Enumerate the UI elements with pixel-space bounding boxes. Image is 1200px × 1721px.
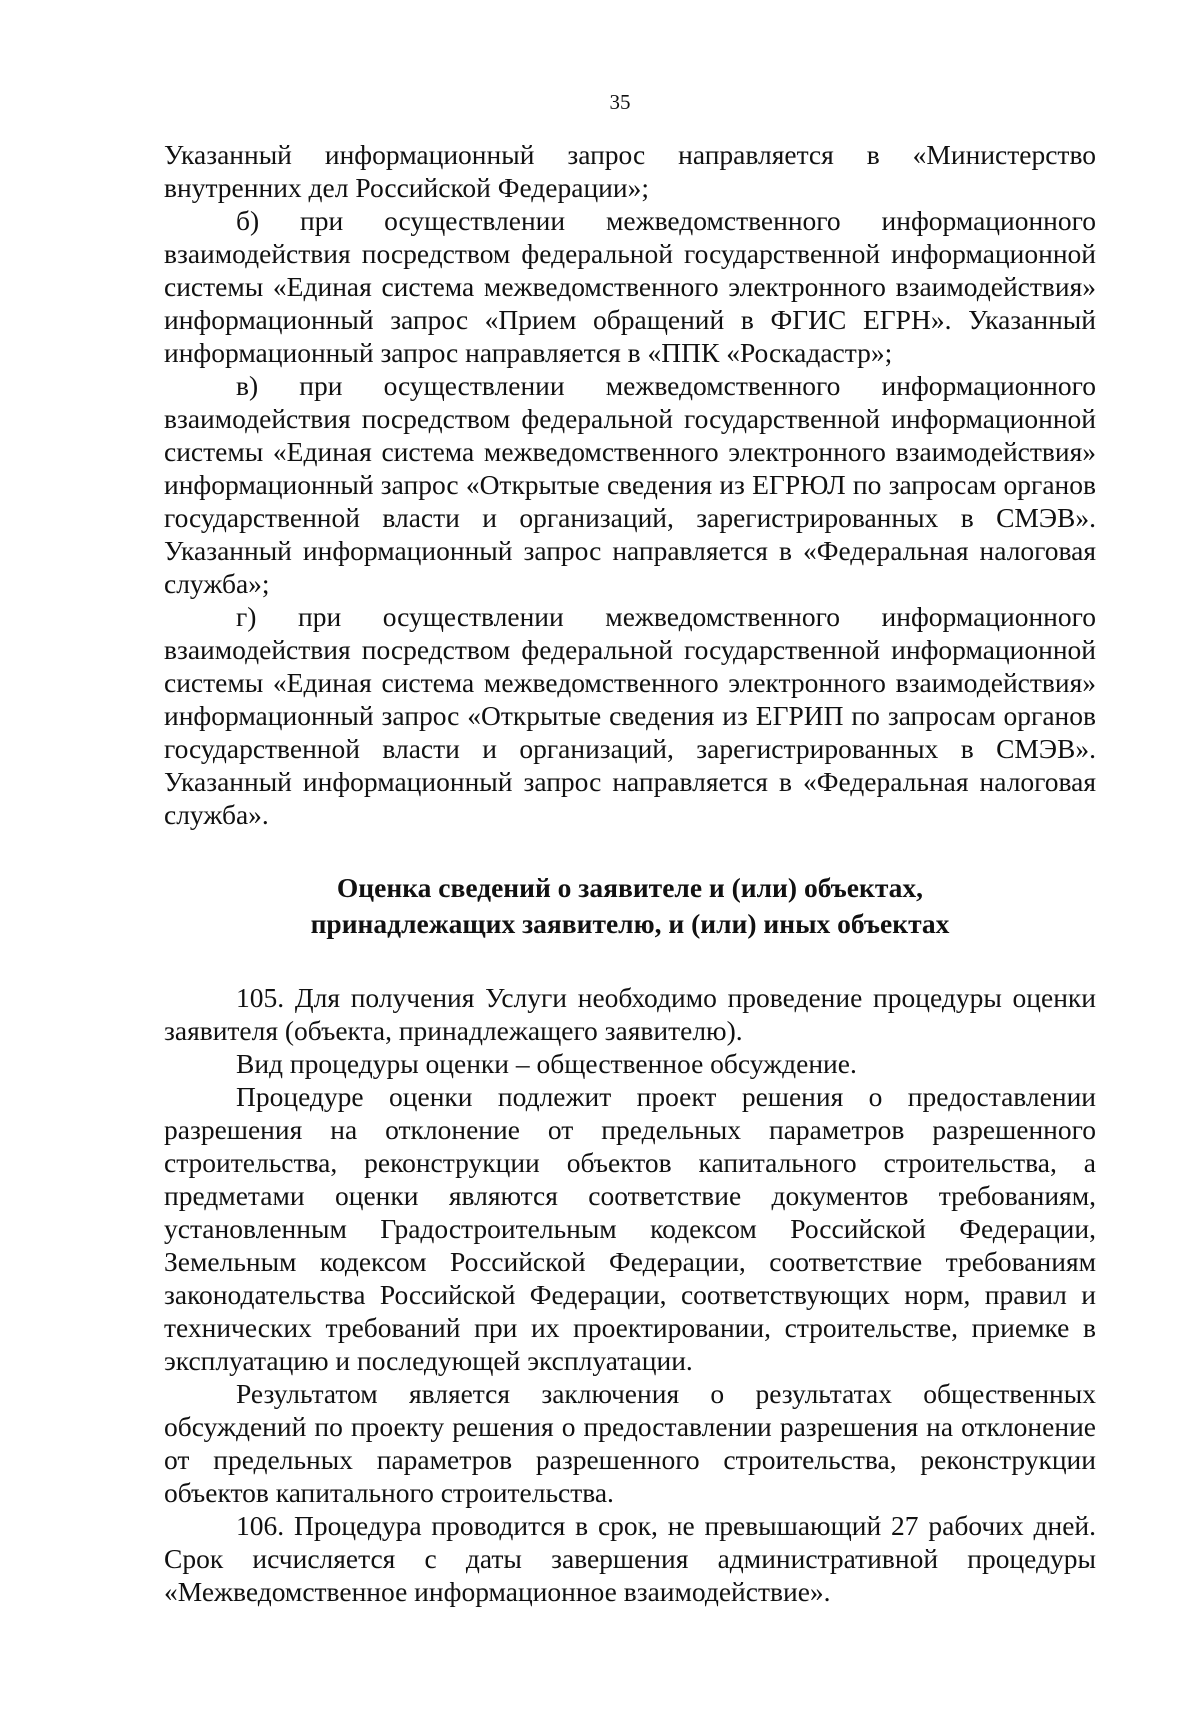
paragraph-item-g: г) при осуществлении межведомственного информационного взаимодействия посредством федеральной государственной информационной системы «Единая система межведомственного электронного взаимодействия» информационный запрос «Открытые сведения из ЕГРИП по запросам органов государственной власти и организаций, зарегистрированных в СМЭВ». Указанный информационный запрос направляется в «Федеральная налоговая служба». xyxy=(164,601,1096,830)
section-heading-line-1: Оценка сведений о заявителе и (или) объектах, xyxy=(336,872,924,903)
page-number: 35 xyxy=(609,90,631,114)
paragraph-procedure-subject: Процедуре оценки подлежит проект решения о предоставлении разрешения на отклонение от предельных параметров разрешенного строительства, реконструкции объектов капитального строительства, а предметами оценки являются соответствие документов требованиям, установленным Градостроительным кодексом Российской Федерации, Земельным кодексом Российской Федерации, соответствие требованиям законодательства Российской Федерации, соответствующих норм, правил и технических требований при их проектировании, строительстве, приемке в эксплуатацию и последующей эксплуатации. xyxy=(164,1081,1096,1376)
paragraph-105: 105. Для получения Услуги необходимо проведение процедуры оценки заявителя (объекта, принадлежащего заявителю). xyxy=(164,982,1096,1046)
section-heading-line-2: принадлежащих заявителю, и (или) иных объектах xyxy=(310,908,950,939)
paragraph-intro: Указанный информационный запрос направляется в «Министерство внутренних дел Российской Федерации»; xyxy=(164,139,1096,203)
paragraph-result: Результатом является заключения о результатах общественных обсуждений по проекту решения о предоставлении разрешения на отклонение от предельных параметров разрешенного строительства, реконструкции объектов капитального строительства. xyxy=(164,1378,1096,1508)
document-body xyxy=(164,138,1096,1608)
paragraph-procedure-type: Вид процедуры оценки – общественное обсуждение. xyxy=(236,1048,857,1079)
paragraph-item-v: в) при осуществлении межведомственного информационного взаимодействия посредством федеральной государственной информационной системы «Единая система межведомственного электронного взаимодействия» информационный запрос «Открытые сведения из ЕГРЮЛ по запросам органов государственной власти и организаций, зарегистрированных в СМЭВ». Указанный информационный запрос направляется в «Федеральная налоговая служба»; xyxy=(164,370,1096,599)
paragraph-item-b: б) при осуществлении межведомственного информационного взаимодействия посредством федеральной государственной информационной системы «Единая система межведомственного электронного взаимодействия» информационный запрос «Прием обращений в ФГИС ЕГРН». Указанный информационный запрос направляется в «ППК «Роскадастр»; xyxy=(164,205,1096,368)
paragraph-106: 106. Процедура проводится в срок, не превышающий 27 рабочих дней. Срок исчисляется с даты завершения административной процедуры «Межведомственное информационное взаимодействие». xyxy=(164,1510,1096,1607)
section-heading xyxy=(164,831,1096,981)
